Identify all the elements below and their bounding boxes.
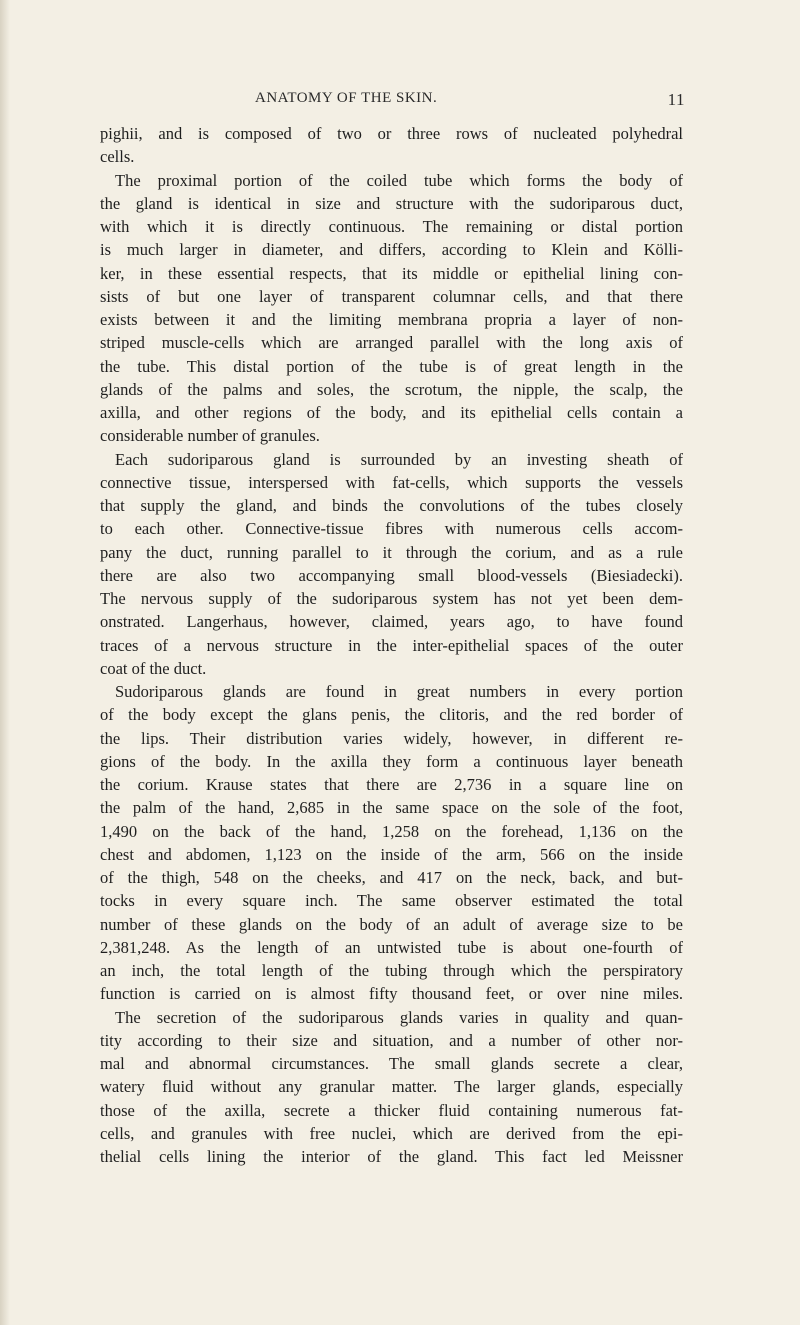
text-line: pighii, and is composed of two or three rows of nucleated polyhedral: [100, 124, 683, 143]
running-title: ANATOMY OF THE SKIN.: [255, 90, 438, 106]
text-line: considerable number of granules.: [100, 426, 320, 446]
text-line: the lips. Their distribution varies widely, however, in different re-: [100, 728, 683, 748]
text-line: traces of a nervous structure in the inter-epithelial spaces of the outer: [100, 635, 683, 655]
text-line: The secretion of the sudoriparous glands varies in quality and quan-: [115, 1007, 683, 1027]
text-line: pany the duct, running parallel to it through the corium, and as a rule: [100, 542, 683, 562]
text-line: onstrated. Langerhaus, however, claimed, years ago, to have found: [100, 612, 683, 632]
text-line: cells.: [100, 147, 135, 167]
text-line: watery fluid without any granular matter. The larger glands, especially: [100, 1077, 683, 1097]
text-line: there are also two accompanying small blood-vessels (Biesiadecki).: [100, 565, 683, 585]
text-line: tity according to their size and situation, and a number of other nor-: [100, 1030, 683, 1050]
text-line: The nervous supply of the sudoriparous system has not yet been dem-: [100, 589, 683, 608]
text-line: the palm of the hand, 2,685 in the same space on the sole of the foot,: [100, 798, 683, 818]
text-line: the tube. This distal portion of the tube is of great length in the: [100, 356, 683, 376]
text-line: mal and abnormal circumstances. The small glands secrete a clear,: [100, 1054, 683, 1073]
text-line: cells, and granules with free nuclei, which are derived from the epi-: [100, 1123, 683, 1143]
text-line: glands of the palms and soles, the scrotum, the nipple, the scalp, the: [100, 379, 683, 399]
text-line: 2,381,248. As the length of an untwisted tube is about one-fourth of: [100, 937, 683, 957]
text-line: the gland is identical in size and structure with the sudoriparous duct,: [100, 193, 683, 213]
text-line: is much larger in diameter, and differs, according to Klein and Kölli-: [100, 240, 683, 260]
text-line: chest and abdomen, 1,123 on the inside of the arm, 566 on the inside: [100, 844, 683, 864]
text-line: The proximal portion of the coiled tube which forms the body of: [115, 170, 683, 190]
text-line: sists of but one layer of transparent columnar cells, and that there: [100, 286, 683, 306]
text-line: Sudoriparous glands are found in great numbers in every portion: [115, 682, 683, 701]
text-line: of the thigh, 548 on the cheeks, and 417 on the neck, back, and but-: [100, 868, 683, 887]
text-line: that supply the gland, and binds the convolutions of the tubes closely: [100, 496, 683, 515]
text-line: connective tissue, interspersed with fat-cells, which supports the vessels: [100, 472, 683, 492]
text-line: coat of the duct.: [100, 658, 207, 678]
text-line: thelial cells lining the interior of the gland. This fact led Meissner: [100, 1147, 683, 1166]
text-line: 1,490 on the back of the hand, 1,258 on the forehead, 1,136 on the: [100, 821, 683, 841]
text-line: of the body except the glans penis, the clitoris, and the red border of: [100, 705, 683, 725]
text-line: those of the axilla, secrete a thicker fluid containing numerous fat-: [100, 1100, 683, 1120]
page-number: 11: [667, 90, 685, 109]
spine-shadow: [0, 0, 10, 1325]
text-line: number of these glands on the body of an adult of average size to be: [100, 914, 683, 934]
text-line: exists between it and the limiting membrana propria a layer of non-: [100, 310, 683, 329]
text-line: gions of the body. In the axilla they form a continuous layer beneath: [100, 751, 683, 771]
text-line: the corium. Krause states that there are 2,736 in a square line on: [100, 775, 683, 794]
text-line: ker, in these essential respects, that its middle or epithelial lining con-: [100, 263, 683, 283]
text-line: axilla, and other regions of the body, and its epithelial cells contain a: [100, 403, 683, 422]
text-line: tocks in every square inch. The same observer estimated the total: [100, 891, 683, 911]
text-line: with which it is directly continuous. The remaining or distal portion: [100, 217, 683, 236]
body-text: [100, 122, 683, 1168]
text-line: striped muscle-cells which are arranged parallel with the long axis of: [100, 333, 683, 353]
text-line: to each other. Connective-tissue fibres with numerous cells accom-: [100, 519, 683, 539]
text-line: an inch, the total length of the tubing through which the perspiratory: [100, 961, 683, 980]
text-line: function is carried on is almost fifty thousand feet, or over nine miles.: [100, 984, 683, 1004]
text-line: Each sudoriparous gland is surrounded by an investing sheath of: [115, 449, 683, 469]
